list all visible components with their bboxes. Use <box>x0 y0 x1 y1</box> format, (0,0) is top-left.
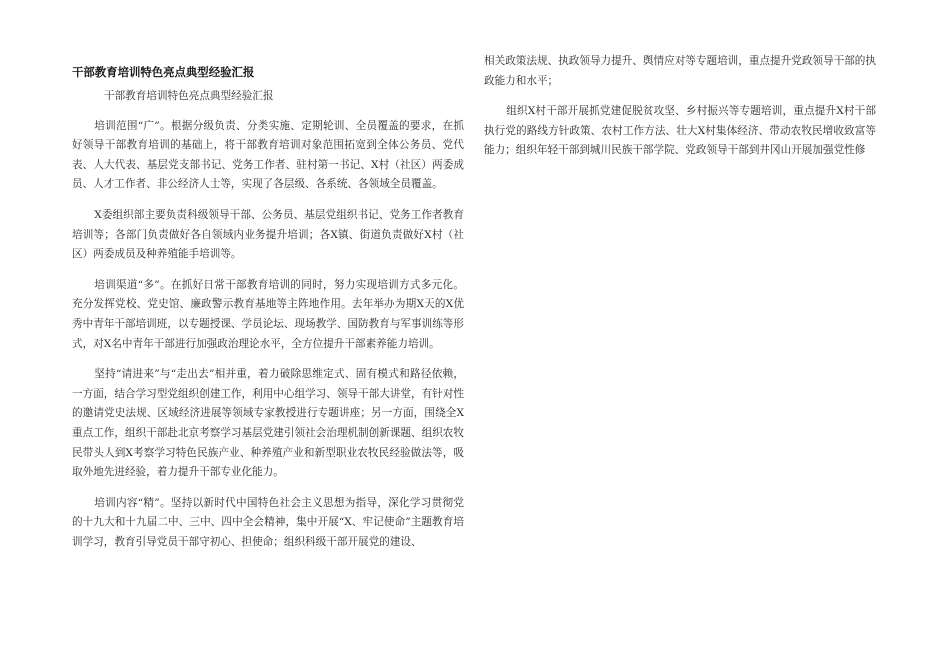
paragraph-scope: 培训范围“广”。根据分级负责、分类实施、定期轮训、全员覆盖的要求，在抓好领导干部教育培训的基础上，将干部教育培训对象范围拓宽到全体公务员、党代表、人大代表、基层党支部书记、党务工作者、驻村第一书记、X村（社区）两委成员、人才工作者、非公经济人士等，实现了各层级、各系统、各领域全员覆盖。 <box>72 119 464 191</box>
document-subtitle: 干部教育培训特色亮点典型经验汇报 <box>104 90 274 102</box>
paragraph-invite-and-go-out: 坚持“请进来”与“走出去”相并重，着力破除思维定式、固有模式和路径依赖，一方面，结合学习型党组织创建工作，利用中心组学习、领导干部大讲堂，有针对性的邀请党史法规、区域经济进展等领域专家教授进行专题讲座；另一方面，围绕全X重点工作，组织干部赴北京考察学习基层党建引领社会治理机制创新课题、组织农牧民带头人到X考察学习特色民族产业、种养殖产业和新型职业农牧民经验做法等，吸取外地先进经验，着力提升干部专业化能力。 <box>72 368 464 479</box>
right-column <box>484 52 876 172</box>
paragraph-village-cadres: 组织X村干部开展抓党建促脱贫攻坚、乡村振兴等专题培训，重点提升X村干部执行党的路线方针政策、农村工作方法、壮大X村集体经济、带动农牧民增收致富等能力；组织年轻干部到城川民族干部学院、党政领导干部到井冈山开展加强党性修 <box>484 105 876 157</box>
left-column <box>72 62 464 563</box>
document-title: 干部教育培训特色亮点典型经验汇报 <box>72 65 255 79</box>
paragraph-responsibility: X委组织部主要负责科级领导干部、公务员、基层党组织书记、党务工作者教育培训等；各部门负责做好各自领域内业务提升培训；各X镇、街道负责做好X村（社区）两委成员及种养殖能手培训等。 <box>72 208 464 261</box>
paragraph-continued: 相关政策法规、执政领导力提升、舆情应对等专题培训，重点提升党政领导干部的执政能力和水平； <box>484 55 876 87</box>
paragraph-channels: 培训渠道“多”。在抓好日常干部教育培训的同时，努力实现培训方式多元化。充分发挥党校、党史馆、廉政警示教育基地等主阵地作用。去年举办为期X天的X优秀中青年干部培训班，以专题授课、学员论坛、现场教学、国防教育与军事训练等形式，对X名中青年干部进行加强政治理论水平，全方位提升干部素养能力培训。 <box>72 278 464 350</box>
paragraph-content: 培训内容“精”。坚持以新时代中国特色社会主义思想为指导，深化学习贯彻党的十九大和十九届二中、三中、四中全会精神，集中开展“X、牢记使命”主题教育培训学习，教育引导党员干部守初心、担使命；组织科级干部开展党的建设、 <box>72 496 464 548</box>
